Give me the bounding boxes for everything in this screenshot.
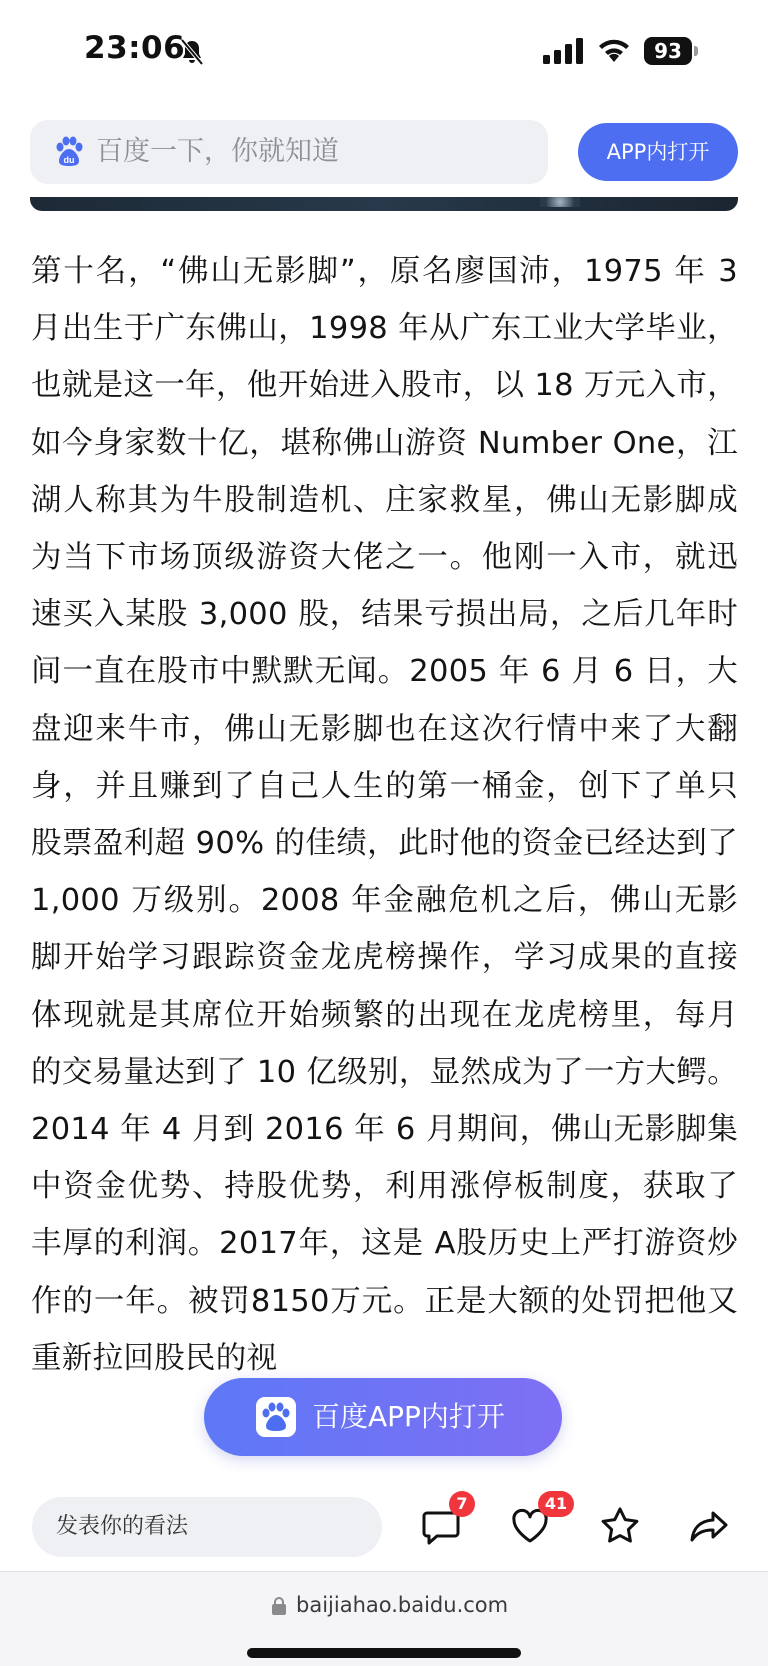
status-bar (0, 0, 768, 100)
like-count-badge: 41 (538, 1491, 574, 1517)
open-in-app-button[interactable]: APP内打开 (578, 123, 738, 181)
comment-count-badge: 7 (449, 1491, 475, 1517)
open-in-baidu-app-label: 百度APP内打开 (312, 1400, 505, 1433)
page-url: baijiahao.baidu.com (296, 1593, 509, 1617)
wifi-icon (597, 36, 631, 64)
cellular-signal-icon (543, 38, 583, 64)
battery-level: 93 (644, 37, 692, 65)
bell-off-icon (179, 38, 205, 66)
svg-text:du: du (63, 155, 75, 165)
home-indicator[interactable] (247, 1648, 521, 1658)
baidu-paw-icon (54, 136, 84, 168)
browser-url-bar[interactable] (0, 1571, 768, 1666)
article-body (0, 230, 768, 1483)
battery-indicator (644, 37, 700, 65)
article-paragraph: 第十名，“佛山无影脚”，原名廖国沛，1975 年 3 月出生于广东佛山，1998 年从广东工业大学毕业，也就是这一年，他开始进入股市，以 18 万元入市，如今身家数十亿，堪称佛山游资 Number One，江湖人称其为牛股制造机、庄家救星，佛山无影脚成为当下市场顶级游资大佬之一。他刚一入市，就迅速买入某股 3,000 股，结果亏损出局，之后几年时间一直在股市中默默无闻。2005 年 6 月 6 日，大盘迎来牛市，佛山无影脚也在这次行情中来了大翻身，并且赚到了自己人生的第一桶金，创下了单只股票盈利超 90% 的佳绩，此时他的资金已经达到了 1,000 万级别。2008 年金融危机之后，佛山无影脚开始学习跟踪资金龙虎榜操作，学习成果的直接体现就是其席位开始频繁的出现在龙虎榜里，每月的交易量达到了 10 亿级别，显然成为了一方大鳄。2014 年 4 月到 2016 年 6 月期间，佛山无影脚集中资金优势、持股优势，利用涨停板制度，获取了丰厚的利润。2017年，这是 A股历史上严打游资炒作的一年。被罚8150万元。正是大额的处罚把他又重新拉回股民的视 (31, 254, 738, 1376)
status-time: 23:06 (84, 30, 186, 66)
comment-placeholder: 发表你的看法 (56, 1514, 189, 1539)
search-placeholder: 百度一下，你就知道 (96, 136, 339, 167)
lock-icon (271, 1596, 287, 1616)
search-input[interactable] (30, 120, 548, 184)
favorite-star-icon[interactable] (599, 1505, 641, 1547)
open-in-baidu-app-button[interactable] (204, 1378, 562, 1456)
share-icon[interactable] (688, 1505, 730, 1547)
battery-cap (694, 46, 698, 56)
baidu-app-icon (256, 1397, 296, 1437)
bottom-action-bar (0, 1483, 768, 1571)
comment-input[interactable] (32, 1497, 382, 1557)
article-image (30, 197, 738, 211)
